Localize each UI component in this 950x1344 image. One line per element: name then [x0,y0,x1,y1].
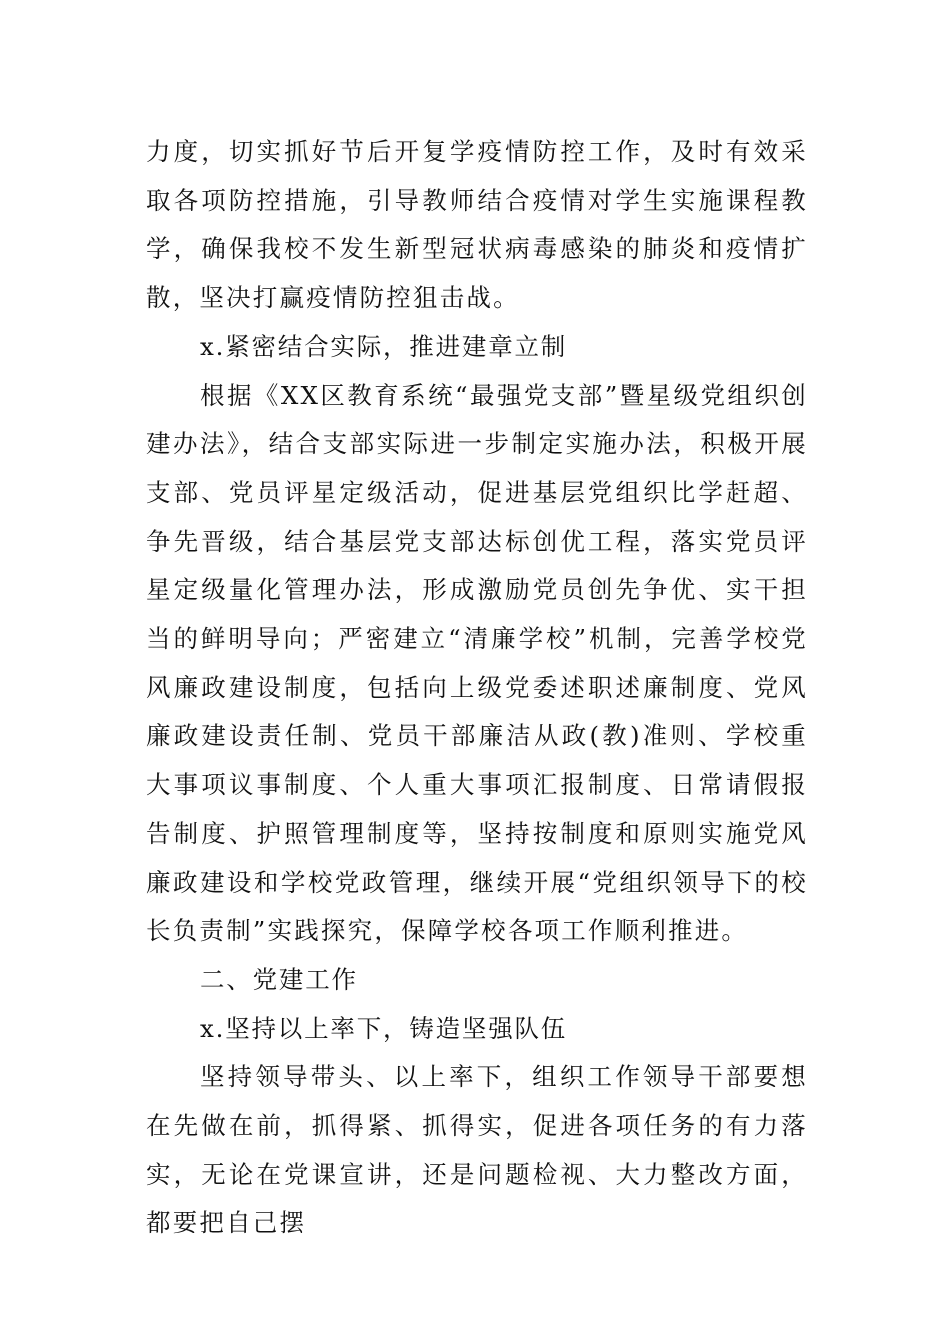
paragraph-continuation: 力度，切实抓好节后开复学疫情防控工作，及时有效采取各项防控措施，引导教师结合疫情对学生实施课程教学，确保我校不发生新型冠状病毒感染的肺炎和疫情扩散，坚决打赢疫情防控狙击战。 [146,137,808,313]
document-body [146,128,808,1248]
subheading-build-rules: x.紧密结合实际，推进建章立制 [200,331,568,361]
subheading-lead-by-example: x.坚持以上率下，铸造坚强队伍 [200,1013,568,1043]
paragraph-leadership: 坚持领导带头、以上率下，组织工作领导干部要想在先做在前，抓得紧、抓得实，促进各项任务的有力落实，无论在党课宣讲，还是问题检视、大力整改方面，都要把自己摆 [146,1062,808,1238]
paragraph-rules-system: 根据《XX区教育系统“最强党支部”暨星级党组织创建办法》，结合支部实际进一步制定实施办法，积极开展支部、党员评星定级活动，促进基层党组织比学赶超、争先晋级，结合基层党支部达标创优工程，落实党员评星定级量化管理办法，形成激励党员创先争优、实干担当的鲜明导向；严密建立“清廉学校”机制，完善学校党风廉政建设制度，包括向上级党委述职述廉制度、党风廉政建设责任制、党员干部廉洁从政(教)准则、学校重大事项议事制度、个人重大事项汇报制度、日常请假报告制度、护照管理制度等，坚持按制度和原则实施党风廉政建设和学校党政管理，继续开展“党组织领导下的校长负责制”实践探究，保障学校各项工作顺利推进。 [146,380,808,946]
section-heading-party-building: 二、党建工作 [200,964,358,994]
